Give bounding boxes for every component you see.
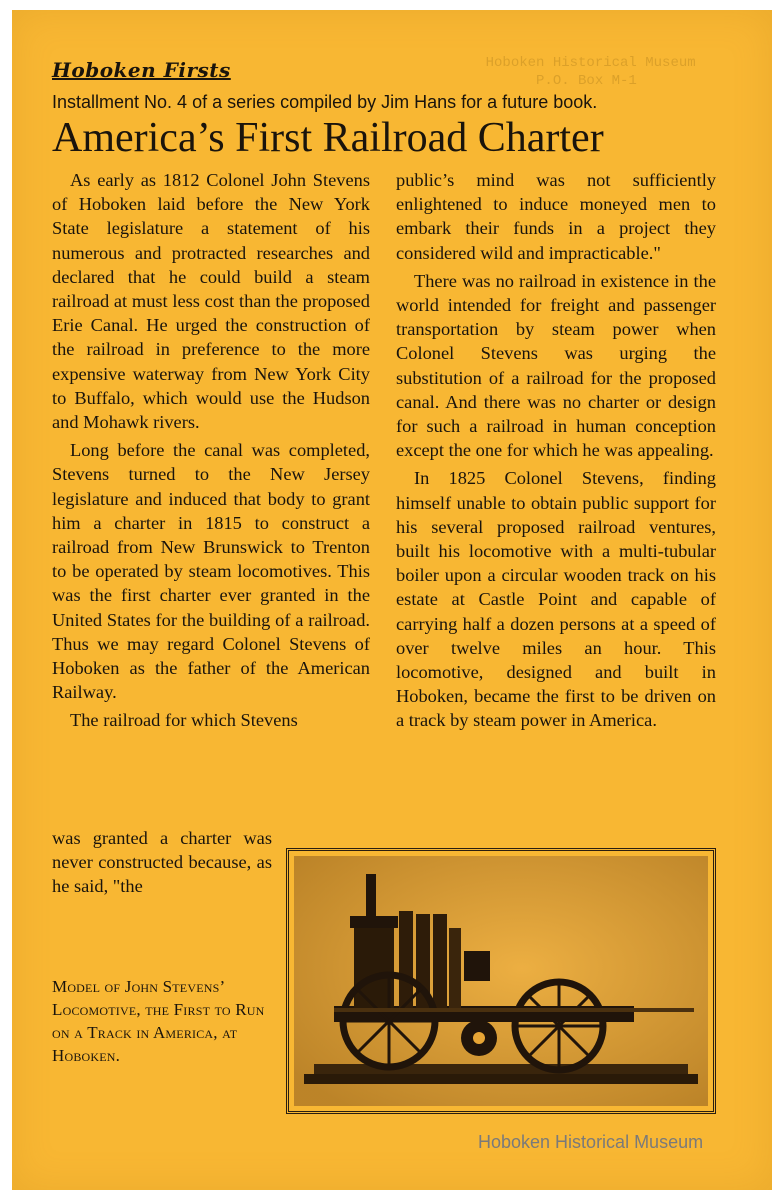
paragraph: There was no railroad in existence in the world intended for freight and passenger transportation by steam power when Colonel Stevens was urging the substitution of a railroad for the proposed canal. And there was no charter or design for such a railroad in human conception except the one for which he was appealing. (396, 270, 716, 461)
page-title: America’s First Railroad Charter (52, 115, 604, 161)
paragraph: As early as 1812 Colonel John Stevens of Hoboken laid before the New York State legislature a statement of his numerous and protracted researches and declared that he could build a steam railroad at must less cost than the proposed Erie Canal. He urged the construction of the railroad in preference to the more expensive waterway from New York City to Buffalo, which would use the Hudson and Mohawk rivers. (52, 170, 370, 433)
installment-line: Installment No. 4 of a series compiled by Jim Hans for a future book. (52, 92, 598, 112)
paragraph: In 1825 Colonel Stevens, finding himself unable to obtain public support for his several proposed railroad ventures, built his locomotive with a multi-tubular boiler upon a circular wooden track on his estate at Castle Point and capable of carrying half a dozen persons at a speed of over twelve miles an hour. This locomotive, designed and built in Hoboken, became the first to be driven on a track by steam power in America. (396, 468, 716, 731)
locomotive-model-photo (294, 856, 708, 1106)
show-through-text: Hoboken Historical Museum P.O. Box M-1 (485, 55, 696, 89)
locomotive-photo-frame (286, 848, 716, 1114)
paragraph: public’s mind was not sufficiently enlightened to induce moneyed men to embark their funds in a project they considered wild and impracticable." (396, 170, 716, 263)
article-column-tail (52, 826, 272, 903)
series-title: Hoboken Firsts (52, 58, 231, 82)
article-column-right (396, 168, 716, 737)
paragraph: The railroad for which Stevens (70, 710, 298, 731)
paragraph: Long before the canal was completed, Stevens turned to the New Jersey legislature and induced that body to grant him a charter in 1815 to construct a railroad from New Brunswick to Trenton to be operated by steam locomotives. This was the first charter ever granted in the United States for the building of a railroad. Thus we may regard Colonel Stevens of Hoboken as the father of the American Railway. (52, 440, 370, 703)
figure-caption: Model of John Stevens’ Locomotive, the First to Run on a Track in America, at Hoboken. (52, 977, 265, 1065)
article-column-left (52, 168, 370, 737)
paragraph: was granted a charter was never constructed because, as he said, "the (52, 828, 272, 897)
museum-watermark: Hoboken Historical Museum (478, 1132, 704, 1152)
